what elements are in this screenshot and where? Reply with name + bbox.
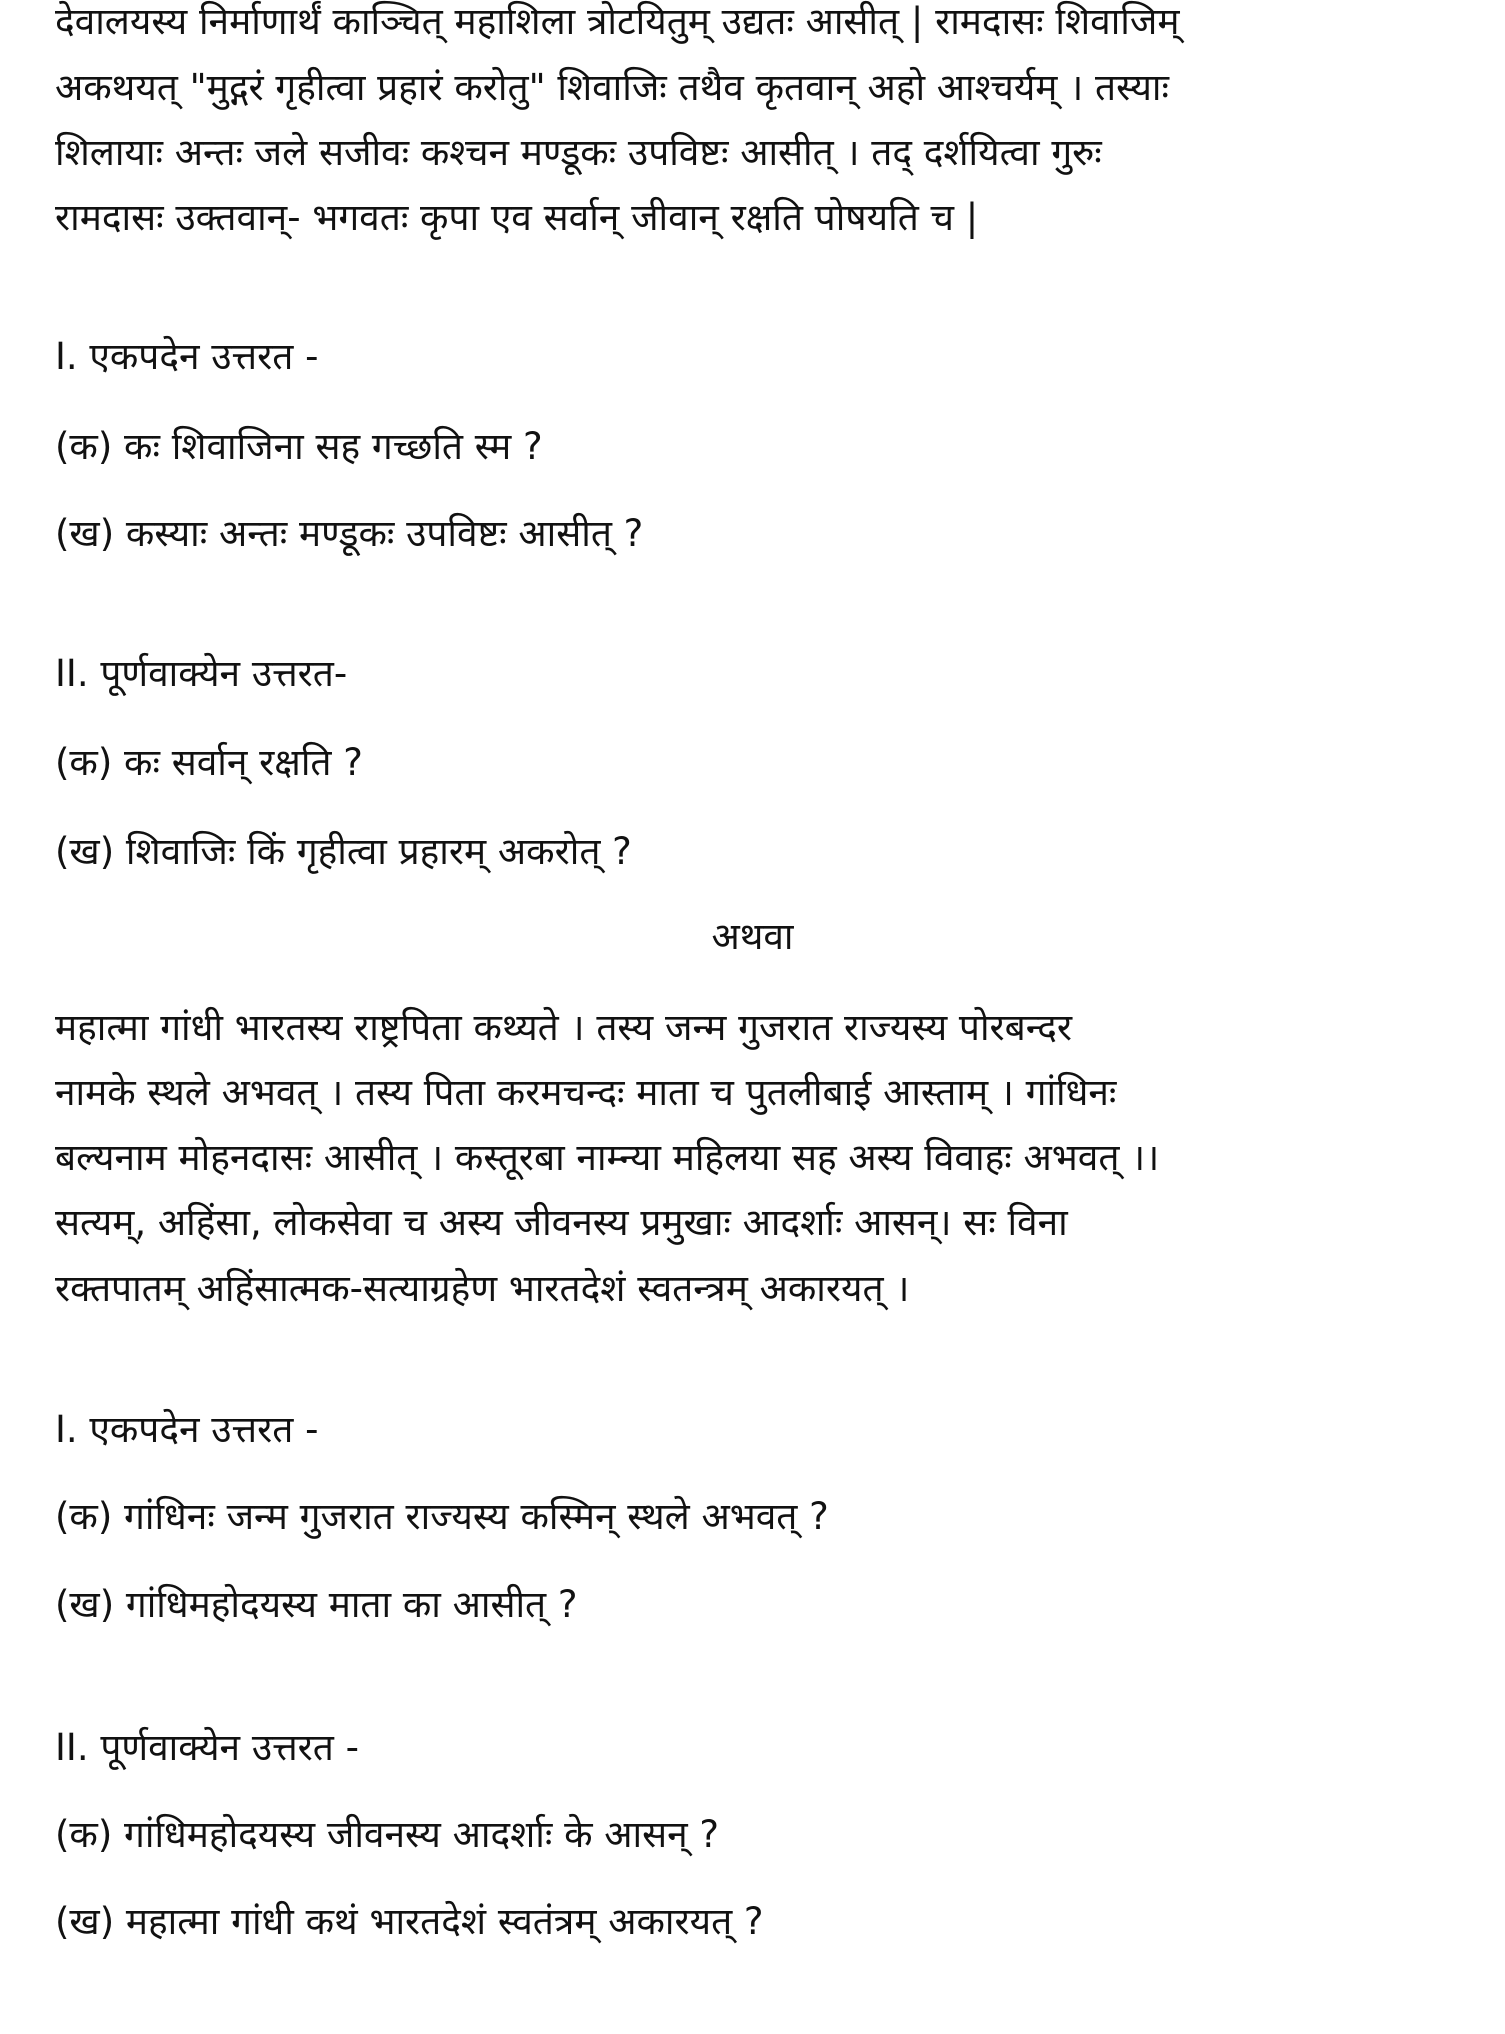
question-heading: I. एकपदेन उत्तरत - <box>55 1408 319 1451</box>
question-item: (क) गांधिनः जन्म गुजरात राज्यस्य कस्मिन् स्थले अभवत् ? <box>55 1495 829 1538</box>
question-heading: II. पूर्णवाक्येन उत्तरत- <box>55 652 348 695</box>
question-item: (ख) गांधिमहोदयस्य माता का आसीत् ? <box>55 1583 578 1626</box>
question-item: (क) कः सर्वान् रक्षति ? <box>55 741 363 784</box>
question-heading: I. एकपदेन उत्तरत - <box>55 335 319 378</box>
question-heading: II. पूर्णवाक्येन उत्तरत - <box>55 1726 359 1769</box>
question-item: (ख) महात्मा गांधी कथं भारतदेशं स्वतंत्रम् अकारयत् ? <box>55 1900 764 1943</box>
passage-line: रामदासः उक्तवान्- भगवतः कृपा एव सर्वान् जीवान् रक्षति पोषयति च | <box>55 196 979 239</box>
passage-line: सत्यम्, अहिंसा, लोकसेवा च अस्य जीवनस्य प्रमुखाः आदर्शाः आसन्। सः विना <box>55 1201 1068 1244</box>
or-separator: अथवा <box>711 915 794 958</box>
question-item: (क) गांधिमहोदयस्य जीवनस्य आदर्शाः के आसन् ? <box>55 1813 720 1856</box>
passage-line: शिलायाः अन्तः जले सजीवः कश्चन मण्डूकः उपविष्टः आसीत् । तद् दर्शयित्वा गुरुः <box>55 131 1102 174</box>
passage-line: नामके स्थले अभवत् । तस्य पिता करमचन्दः माता च पुतलीबाई आस्ताम् । गांधिनः <box>55 1071 1117 1114</box>
passage-line: महात्मा गांधी भारतस्य राष्ट्रपिता कथ्यते । तस्य जन्म गुजरात राज्यस्य पोरबन्दर <box>55 1006 1073 1049</box>
passage-line: रक्तपातम् अहिंसात्मक-सत्याग्रहेण भारतदेशं स्वतन्त्रम् अकारयत् । <box>55 1267 910 1310</box>
passage-line: अकथयत् "मुद्गरं गृहीत्वा प्रहारं करोतु" शिवाजिः तथैव कृतवान् अहो आश्चर्यम् । तस्याः <box>55 66 1169 109</box>
question-item: (ख) शिवाजिः किं गृहीत्वा प्रहारम् अकरोत् ? <box>55 830 632 873</box>
passage-line: बल्यनाम मोहनदासः आसीत् । कस्तूरबा नाम्न्या महिलया सह अस्य विवाहः अभवत् ।। <box>55 1136 1160 1179</box>
question-item: (ख) कस्याः अन्तः मण्डूकः उपविष्टः आसीत् ? <box>55 512 644 555</box>
passage-line: देवालयस्य निर्माणार्थं काञ्चित् महाशिला त्रोटयितुम् उद्यतः आसीत् | रामदासः शिवाजिम् <box>55 0 1180 43</box>
question-item: (क) कः शिवाजिना सह गच्छति स्म ? <box>55 425 543 468</box>
